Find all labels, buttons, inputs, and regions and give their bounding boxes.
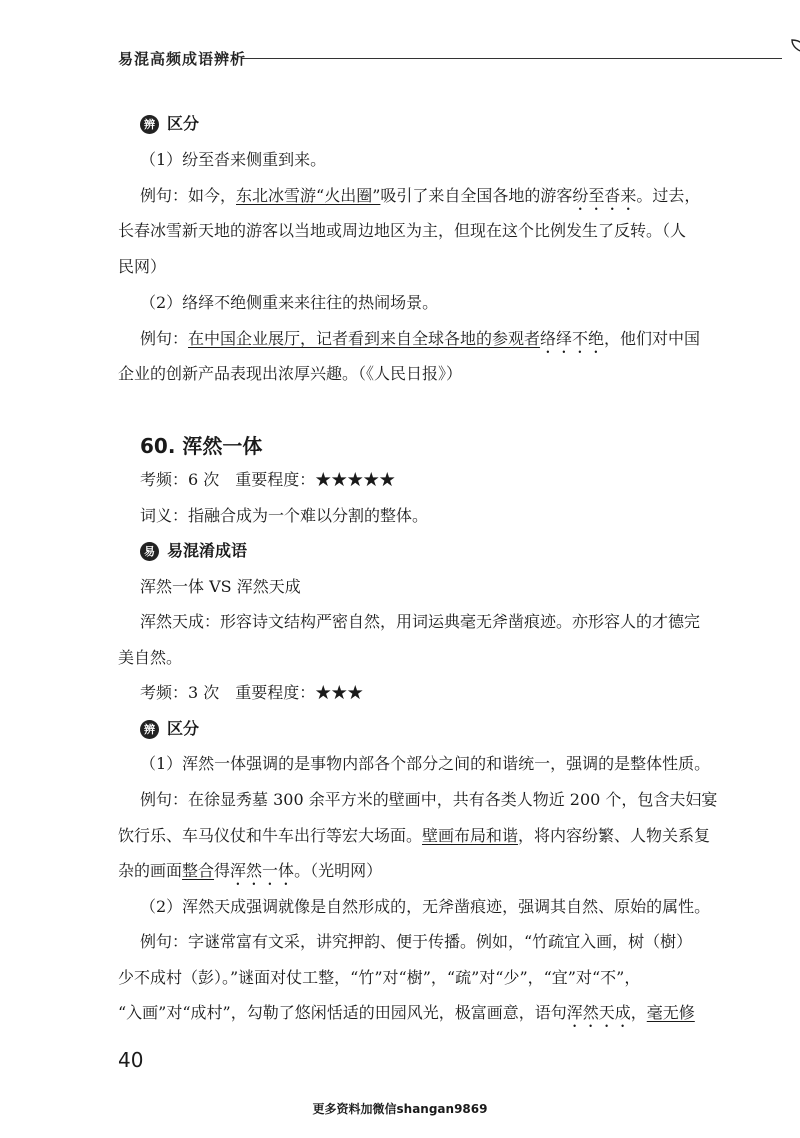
tiancheng-def-line-1: 浑然天成：形容诗文结构严密自然，用词运典毫无斧凿痕迹。亦形容人的才德完 xyxy=(140,612,701,631)
diff-1-example-line-1: 例句：在徐显秀墓 300 余平方米的壁画中，共有各类人物近 200 个，包含夫妇宴 xyxy=(140,790,718,809)
footer-note: 更多资料加微信shangan9869 xyxy=(312,1102,488,1116)
example-2-line-1: 例句：在中国企业展厅，记者看到来自全球各地的参观者络绎不绝，他们对中国 xyxy=(140,329,701,348)
example-1-line-1: 例句：如今，东北冰雪游“火出圈”吸引了来自全国各地的游客纷至沓来。过去， xyxy=(140,186,701,205)
entry-title: 60. 浑然一体 xyxy=(140,434,263,458)
vs-line: 浑然一体 VS 浑然天成 xyxy=(140,577,301,596)
header-title: 易混高频成语辨析 xyxy=(118,50,247,68)
diff-point-1: （1）浑然一体强调的是事物内部各个部分之间的和谐统一，强调的是整体性质。 xyxy=(140,754,711,773)
header-rule xyxy=(242,58,782,59)
example-2-line-2: 企业的创新产品表现出浓厚兴趣。（《人民日报》） xyxy=(118,364,463,383)
diff-point-2: （2）浑然天成强调就像是自然形成的，无斧凿痕迹，强调其自然、原始的属性。 xyxy=(140,897,711,916)
section-heading-confusable: 易 易混淆成语 xyxy=(140,541,247,561)
page-number: 40 xyxy=(118,1048,144,1072)
distinction-badge-icon: 辨 xyxy=(140,115,159,134)
entry-meaning: 词义：指融合成为一个难以分割的整体。 xyxy=(140,506,429,525)
confusable-badge-icon: 易 xyxy=(140,542,159,561)
section-heading-distinction-2: 辨 区分 xyxy=(140,719,199,739)
point-1: （1）纷至沓来侧重到来。 xyxy=(140,150,327,169)
sprout-icon xyxy=(784,32,800,72)
section-heading-distinction: 辨 区分 xyxy=(140,114,199,134)
diff-1-example-line-2: 饮行乐、车马仪仗和牛车出行等宏大场面。壁画布局和谐，将内容纷繁、人物关系复 xyxy=(118,826,711,845)
running-header xyxy=(118,46,718,74)
example-1-line-3: 民网） xyxy=(118,257,167,276)
example-1-line-2: 长春冰雪新天地的游客以当地或周边地区为主，但现在这个比例发生了反转。（人 xyxy=(118,221,687,240)
diff-2-example-line-2: 少不成村（彭）。”谜面对仗工整，“竹”对“樹”，“疏”对“少”，“宜”对“不”， xyxy=(118,968,641,987)
tiancheng-def-line-2: 美自然。 xyxy=(118,648,183,667)
diff-2-example-line-1: 例句：字谜常富有文采，讲究押韵、便于传播。例如，“竹疏宜入画，树（樹） xyxy=(140,932,693,951)
point-2: （2）络绎不绝侧重来来往往的热闹场景。 xyxy=(140,293,439,312)
diff-2-example-line-3: “入画”对“成村”，勾勒了悠闲恬适的田园风光，极富画意，语句浑然天成，毫无修 xyxy=(118,1003,695,1022)
distinction-badge-icon-2: 辨 xyxy=(140,720,159,739)
diff-1-example-line-3: 杂的画面整合得浑然一体。（光明网） xyxy=(118,861,383,880)
entry-frequency: 考频：6 次 重要程度：★★★★★ xyxy=(140,470,396,489)
tiancheng-frequency: 考频：3 次 重要程度：★★★ xyxy=(140,683,364,702)
